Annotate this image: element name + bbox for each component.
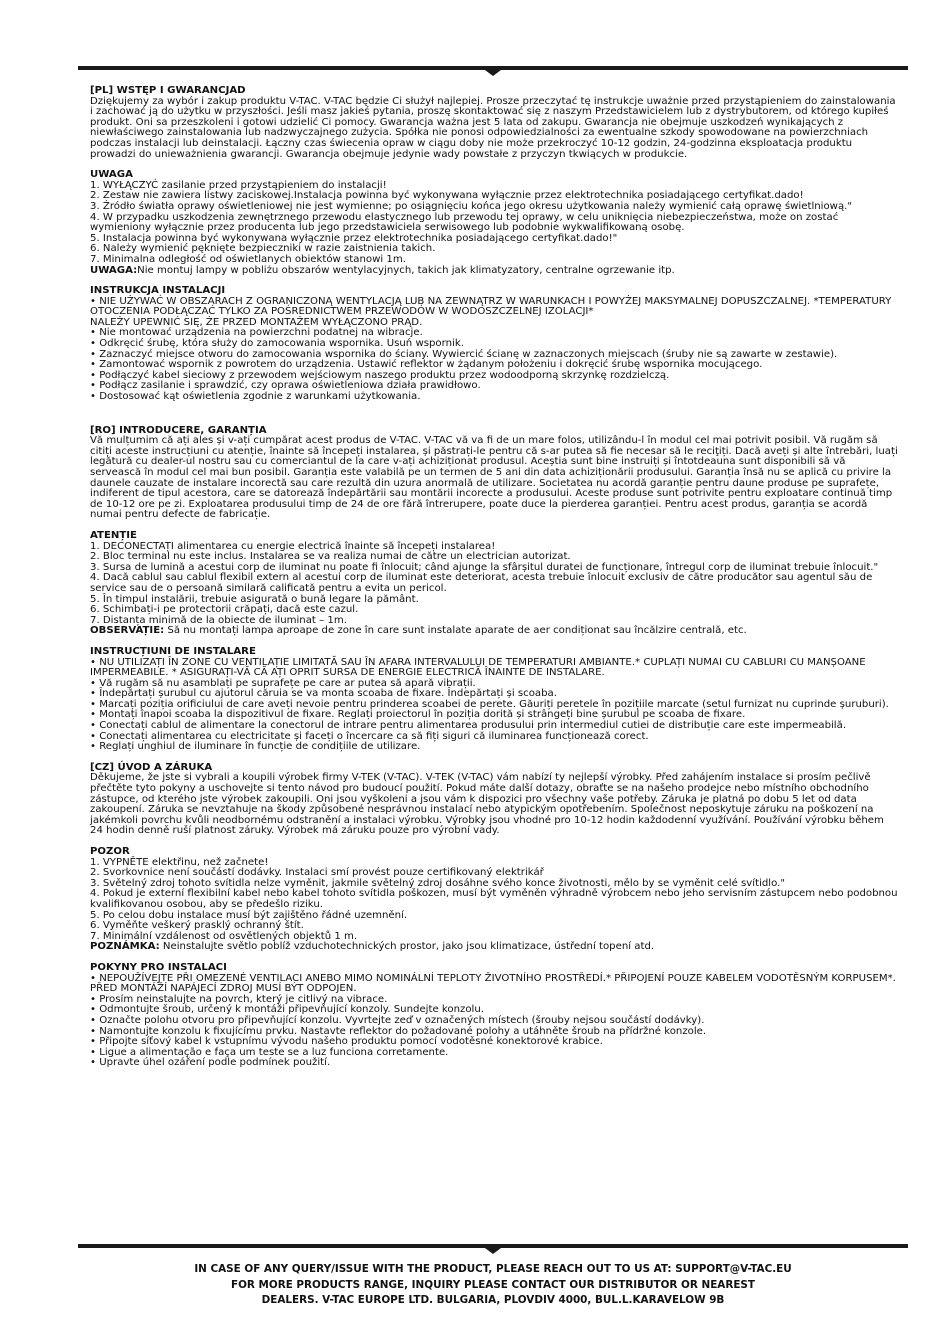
ro-warning-item: 4. Dacă cablul sau cablul flexibil extern al acestui corp de iluminat este deteriorat, acesta trebuie înlocuit exclusiv de către producător sau agentul său de service sau de o persoană similară calificată pentru a evita un pericol.: [90, 572, 873, 594]
ro-install-item: • Îndepărtați șurubul cu ajutorul căruia se va monta scoaba de fixare. Îndepărtați și scoaba.: [90, 688, 557, 700]
ro-note-text: Să nu montați lampa aproape de zone în care sunt instalate aparate de aer condiționat sau încălzire centrală, etc.: [164, 625, 747, 637]
cz-warning-item: 7. Minimální vzdálenost od osvětlených objektů 1 m.: [90, 930, 358, 942]
pl-intro: Dziękujemy za wybór i zakup produktu V-TAC. V-TAC będzie Ci służył najlepiej. Prosze przeczytać tę instrukcje uważnie przed przystąpieniem do zainstalowania i zachować ją do użytku w przyszłości. Jeśli masz jakieś pytania, proszę skontaktować się z naszym Przedstawicielem lub z dystrybutorem, od którego kupiłeś produkt. Oni sa przeszkoleni i gotowi udzielić Ci pomocy. Gwarancja ważna jest 5 lata od zakupu. Gwarancja nie obejmuje uszkodzeń wynikających z niewłaściwego zainstalowania lub nadzwyczajnego zużycia. Spółka nie ponosi odpowiedzialności za ewentualne szkody spowodowane na powierzchniach podczas instalacji lub deinstalacji. Łączny czas świecenia opraw w ciągu doby nie może przekroczyć 10-12 godzin, 24-godzinna eksploatacja produktu prowadzi do unieważnienia gwarancji. Gwarancja obejmuje jedynie wady powstałe z przyczyn tkwiących w produkcie.: [90, 95, 896, 160]
ro-install-list: [90, 658, 898, 753]
cz-install-item: • Označte polohu otvoru pro připevňující konzolu. Vyvrtejte zeď v označených místech (šrouby nejsou součástí dodávky).: [90, 1014, 705, 1026]
pl-install-item: • Dostosować kąt oświetlenia zgodnie z warunkami użytkowania.: [90, 391, 421, 403]
cz-title: [CZ] ÚVOD A ZÁRUKA: [90, 761, 213, 773]
cz-install-item: • Namontujte konzolu k fixujícímu prvku. Nastavte reflektor do požadované polohy a utáhněte šroub na přídržné konzole.: [90, 1025, 707, 1037]
cz-install-item: • Upravte úhel ozáření podle podmínek použití.: [90, 1057, 331, 1069]
pl-warning-item: 4. W przypadku uszkodzenia zewnętrznego przewodu elastycznego lub przewodu tej oprawy, w celu uniknięcia niebezpieczeństwa, może on zostać wymieniony wyłącznie przez producenta lub jego przedstawiciela serwisowego lub podobnie wykwalifikowaną osobę.: [90, 211, 839, 234]
manual-content: [90, 86, 898, 1069]
cz-note: [90, 942, 898, 953]
pl-note: [90, 266, 898, 277]
top-divider: [78, 66, 908, 70]
pl-warning-item: 3. Źródło światła oprawy oświetleniowej nie jest wymienne; po osiągnięciu końca jego okresu użytkowania należy wymienić całą oprawę świetlniową.": [90, 200, 853, 212]
cz-install-list: [90, 974, 898, 1069]
ro-install-item: • Montați înapoi scoaba la dispozitivul de fixare. Reglați proiectorul în poziția dorită și strângeți bine șurubul pe scoaba de fixare.: [90, 709, 746, 721]
ro-warnings: [90, 542, 898, 637]
pl-install-item: NALEŻY UPEWNIĆ SIĘ, ŻE PRZED MONTAŻEM WYŁĄCZONO PRĄD.: [90, 316, 423, 328]
pl-title: [PL] WSTĘP I GWARANCJAD: [90, 85, 246, 96]
cz-warning-item: 4. Pokud je externí flexibilní kabel nebo kabel tohoto svítidla poškozen, musí být vyměněn výhradně výrobcem nebo jeho servisním zástupcem nebo podobnou kvalifikovanou osobou, aby se předešlo riziku.: [90, 888, 898, 910]
pl-warning-item: 7. Minimalna odległość od oświetlanych obiektów stanowi 1m.: [90, 253, 406, 265]
section-pl: [90, 86, 898, 403]
cz-intro: Děkujeme, že jste si vybrali a koupili výrobek firmy V-TEK (V-TAC). V-TEK (V-TAC) vám nabízí ty nejlepší výrobky. Před zahájením instalace si prosím pečlivě přečtěte tyto pokyny a uschovejte si tento návod pro budoucí použití. Pokud máte další dotazy, obraťte se na našeho prodejce nebo místního obchodního zástupce, od kterého jste výrobek zakoupili. Oni jsou vyškoleni a jsou vám k dispozici pro všechny vaše potřeby. Záruka je platná po dobu 5 let od data zakoupení. Záruka se nevztahuje na škody způsobené nesprávnou instalací nebo atypickým opotřebením. Společnost neposkytuje záruku na poškození na jakémkoli povrchu kvůli neodbornému odstranění a instalaci výrobku. Výrobky jsou vhodné pro 10-12 hodin každodenní využívání. Používání výrobku během 24 hodin denně ruší platnost záruky. Výrobek má záruku pouze pro výrobní vady.: [90, 772, 884, 837]
ro-title: [RO] INTRODUCERE, GARANȚIA: [90, 424, 267, 436]
ro-install-item: • Reglați unghiul de iluminare în funcție de condițiile de utilizare.: [90, 741, 421, 753]
bottom-divider: [78, 1244, 908, 1248]
pl-note-text: Nie montuj lampy w pobliżu obszarów wentylacyjnych, takich jak klimatyzatory, centralne ogrzewanie itp.: [137, 264, 675, 276]
pl-install-item: • Podłączyć kabel sieciowy z przewodem wejściowym naszego produktu przez wodoodporną skrzynkę rozdzielczą.: [90, 369, 670, 381]
pl-warning-item: 5. Instalacja powinna być wykonywana wyłącznie przez elektrotechnika posiadającego certyfikat.dado!": [90, 232, 618, 244]
footer-line-address: DEALERS. V-TAC EUROPE LTD. BULGARIA, PLOVDIV 4000, BUL.L.KARAVELOW 9B: [261, 1294, 725, 1306]
pl-install-item: • Zaznaczyć miejsce otworu do zamocowania wspornika do ściany. Wywiercić ścianę w zaznaczonych miejscach (śruby nie są zawarte w zestawie).: [90, 348, 838, 360]
pl-warning-item: 2. Zestaw nie zawiera listwy zaciskowej.Instalacja powinna być wykonywana wyłącznie przez elektrotechnika posiadającego certyfikat.dado!: [90, 190, 804, 202]
section-ro: [90, 426, 898, 753]
ro-warning-item: 3. Sursa de lumină a acestui corp de iluminat nu poate fi înlocuit; când ajunge la sfârșitul duratei de funcționare, întregul corp de iluminat trebuie înlocuit.": [90, 561, 879, 573]
ro-intro: Vă mulțumim că ați ales și v-ați cumpărat acest produs de V-TAC. V-TAC vă va fi de un mare folos, utilizându-l în modul cel mai potrivit posibil. Vă rugăm să citiți aceste instrucțiuni cu atenție, înainte să începeți instalarea, și păstrați-le pentru că s-ar putea să fie necesar să le reciţiți. Dacă aveți și alte întrebări, luați legătură cu dealer-ul nostru sau cu comerciantul de la care v-ați achiziționat produsul. Aceștia sunt bine instruiți și întotdeauna sunt disponibili să vă servească în modul cel mai bun posibil. Garanția este valabilă pe un termen de 5 ani din data achiziționării produsului. Garanția însă nu se aplică cu privire la daunele cauzate de instalare incorectă sau care rezultă din uzura anormală de utilizare. Societatea nu acordă garanție pentru daune produse pe suprafețe, indiferent de tipul acestora, care se datorează îndepărtării sau montării incorecte a produsului. Aceste produse sunt potrivite pentru exploatare continuă timp de 10-12 ore pe zi. Exploatarea produsului timp de 24 de ore fără întrerupere, poate duce la pierderea garanției. Pentru acest produs, garanția se acordă numai pentru defecte de fabricație.: [90, 435, 898, 521]
pl-install-item: • NIE UŻYWAĆ W OBSZARACH Z OGRANICZONĄ WENTYLACJĄ LUB NA ZEWNĄTRZ W WARUNKACH I POWYŻEJ MAKSYMALNEJ DOPUSZCZALNEJ. *TEMPERATURY OTOCZENIA PODŁĄCZAĆ TYLKO ZA POŚREDNICTWEM PRZEWODÓW W WODOSZCZELNEJ IZOLACJI*: [90, 295, 892, 318]
cz-note-label: POZNÁMKA:: [90, 941, 160, 953]
footer-line-distributor: FOR MORE PRODUCTS RANGE, INQUIRY PLEASE CONTACT OUR DISTRIBUTOR OR NEAREST: [230, 1278, 756, 1291]
pl-install-list: [90, 297, 898, 403]
pl-warning-item: 1. WYŁĄCZYĆ zasilanie przed przystąpieniem do instalacji!: [90, 179, 387, 191]
cz-warning-item: 6. Vyměňte veškerý prasklý ochranný štít.: [90, 920, 304, 932]
pl-warnings: [90, 181, 898, 276]
ro-note-label: OBSERVAȚIE:: [90, 625, 165, 637]
pl-note-label: UWAGA:: [90, 264, 138, 276]
cz-note-text: Neinstalujte světlo poblíž vzduchotechnických prostor, jako jsou klimatizace, ústřední topení atd.: [159, 941, 655, 953]
ro-note: [90, 626, 898, 637]
cz-warning-title: POZOR: [90, 846, 130, 857]
ro-warning-item: 5. În timpul instalării, trebuie asigurată o bună legare la pământ.: [90, 593, 419, 605]
pl-install-item: • Podłącz zasilanie i sprawdzić, czy oprawa oświetleniowa działa prawidłowo.: [90, 380, 481, 392]
top-divider-notch: [485, 70, 501, 76]
footer-line-support: IN CASE OF ANY QUERY/ISSUE WITH THE PRODUCT, PLEASE REACH OUT TO US AT: SUPPORT@V-TAC.EU: [194, 1263, 792, 1275]
cz-install-item: • Odmontujte šroub, určený k montáži připevňující konzoly. Sundejte konzolu.: [90, 1004, 484, 1016]
cz-install-title: POKYNY PRO INSTALACI: [90, 961, 227, 973]
cz-warnings: [90, 858, 898, 953]
cz-warning-item: 2. Svorkovnice není součástí dodávky. Instalaci smí provést pouze certifikovaný elektrikář: [90, 867, 544, 879]
ro-install-item: • Conectați alimentarea cu electricitate și faceți o încercare ca să fiți siguri că iluminarea funcționează corect.: [90, 730, 649, 742]
pl-install-title: INSTRUKCJA INSTALACJI: [90, 285, 226, 297]
cz-install-item: • Ligue a alimentação e faça um teste se a luz funciona corretamente.: [90, 1046, 449, 1058]
ro-install-item: • Marcați poziția orificiului de care aveți nevoie pentru prinderea scoabei de perete. Găuriți peretele în pozițiile marcate (setul furnizat nu cuprinde șuruburi).: [90, 698, 889, 710]
pl-install-item: • Odkręcić śrubę, która służy do zamocowania wspornika. Usuń wspornik.: [90, 338, 464, 350]
section-cz: [90, 763, 898, 1069]
ro-warning-item: 2. Bloc terminal nu este inclus. Instalarea se va realiza numai de către un electrician autorizat.: [90, 551, 571, 563]
pl-install-item: • Zamontować wspornik z powrotem do urządzenia. Ustawić reflektor w żądanym położeniu i dokręcić śrubę wspornika mocującego.: [90, 359, 763, 371]
pl-warning-item: 6. Należy wymienić pęknięte bezpieczniki w razie zaistnienia takich.: [90, 243, 436, 255]
cz-warning-item: 5. Po celou dobu instalace musí být zajištěno řádné uzemnění.: [90, 909, 408, 921]
cz-install-item: • NEPOUŽÍVEJTE PŘI OMEZENÉ VENTILACI ANEBO MIMO NOMINÁLNÍ TEPLOTY ŽIVOTNÍHO PROSTŘEDÍ.* PŘIPOJENÍ POUZE KABELEM VODOTĚSNÝM KORPUSEM*. PŘED MONTÁŽÍ NAPÁJECÍ ZDROJ MUSÍ BÝT ODPOJEN.: [90, 972, 896, 995]
ro-warning-item: 7. Distanța minimă de la obiecte de iluminat – 1m.: [90, 614, 347, 626]
ro-warning-item: 1. DECONECTAȚI alimentarea cu energie electrică înainte să începeți instalarea!: [90, 540, 496, 552]
footer-contact: [80, 1262, 906, 1309]
ro-install-title: INSTRUCȚIUNI DE INSTALARE: [90, 645, 256, 657]
pl-warning-title: UWAGA: [90, 169, 133, 181]
cz-warning-item: 3. Světelný zdroj tohoto svítidla nelze vyměnit, jakmile světelný zdroj dosáhne svého konce životnosti, mělo by se vyměnit celé svítidlo.": [90, 877, 786, 889]
ro-warning-title: ATENȚIE: [90, 529, 137, 541]
ro-warning-item: 6. Schimbați-i pe protectorii crăpați, dacă este cazul.: [90, 604, 359, 616]
cz-warning-item: 1. VYPNĚTE elektřinu, než začnete!: [90, 856, 269, 868]
cz-install-item: • Prosím neinstalujte na povrch, který je citlivý na vibrace.: [90, 993, 388, 1005]
pl-install-item: • Nie montować urządzenia na powierzchni podatnej na wibracje.: [90, 327, 423, 339]
bottom-divider-notch: [485, 1248, 501, 1254]
ro-install-item: • Conectați cablul de alimentare la conectorul de intrare pentru alimentarea produsului prin intermediul cutiei de distribuție care este impermeabilă.: [90, 720, 847, 732]
ro-install-item: • Vă rugăm să nu asamblați pe suprafețe pe care ar putea să apară vibrații.: [90, 677, 476, 689]
ro-install-item: • NU UTILIZAȚI ÎN ZONE CU VENTILAȚIE LIMITATĂ SAU ÎN AFARA INTERVALULUI DE TEMPERATURI AMBIANTE.* CUPLAȚI NUMAI CU CABLURI CU MANȘOANE IMPERMEABILE. * ASIGURAȚI-VĂ CĂ AȚI OPRIT SURSA DE ENERGIE ELECTRICĂ ÎNAINTE DE INSTALARE.: [90, 656, 866, 679]
cz-install-item: • Připojte síťový kabel k vstupnímu vývodu našeho produktu pomocí vodotěsné konektorové krabice.: [90, 1036, 603, 1048]
